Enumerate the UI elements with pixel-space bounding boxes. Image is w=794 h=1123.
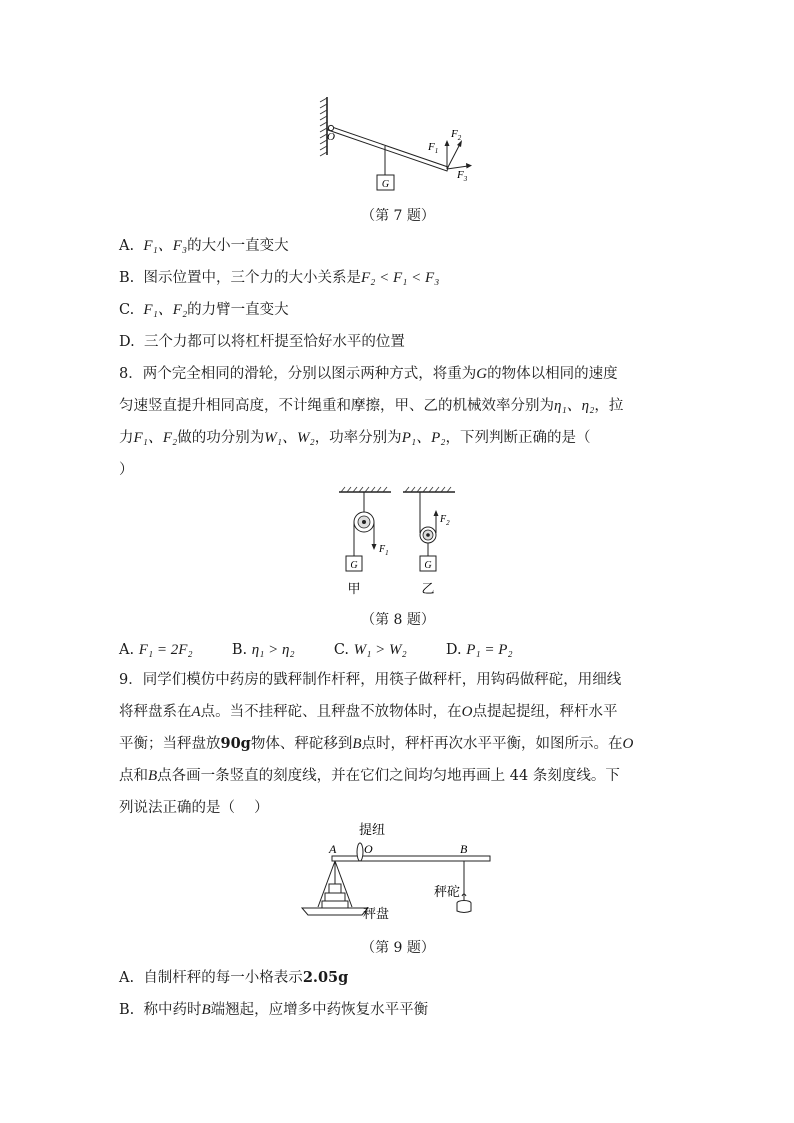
q9-stem-line1: 9．同学们模仿中药房的戥秤制作杆秤，用筷子做秤杆，用钩码做秤砣，用细线 (119, 672, 622, 688)
q7-option-C: C. F₁、F₂的力臂一直变大 (119, 302, 289, 318)
q8-label-jia: 甲 (347, 582, 361, 597)
q9-caption: （第 9 题） (361, 940, 435, 956)
q9-stem-line2: 将秤盘系在A点。当不挂秤砣、且秤盘不放物体时，在O点提起提纽，秤杆水平 (119, 704, 618, 720)
q8-option-C: C. W₁ > W₂ (333, 642, 407, 658)
q8-label-yi: 乙 (421, 582, 435, 597)
q8-stem-line4: ） (119, 462, 134, 478)
q8-pulley-figure (335, 486, 465, 604)
q7-label-O: O (327, 131, 335, 143)
q8-label-G-right: G (424, 560, 432, 571)
q8-stem-line3: 力F₁、F₂做的功分别为W₁、W₂，功率分别为P₁、P₂，下列判断正确的是（ (119, 430, 591, 446)
q7-label-F2: $F_2$ (451, 128, 462, 142)
q9-label-pan: 秤盘 (363, 907, 390, 922)
q9-option-A: A. 自制杆秤的每一小格表示2.05g (119, 969, 349, 986)
q9-label-A: A (329, 842, 337, 856)
q9-stem-line3: 平衡；当秤盘放90g物体、秤砣移到B点时，秤杆再次水平平衡，如图所示。在O (119, 735, 634, 752)
q7-caption: （第 7 题） (361, 208, 435, 224)
q9-label-O: O (364, 842, 373, 856)
q8-stem-line1: 8．两个完全相同的滑轮，分别以图示两种方式，将重为G的物体以相同的速度 (119, 366, 618, 382)
q7-label-F3: $F_3$ (457, 169, 468, 183)
q8-options (119, 640, 679, 660)
q8-label-F2: $F_2$ (440, 514, 450, 527)
q8-caption: （第 8 题） (361, 612, 435, 628)
q7-option-A: A. F₁、F₃的大小一直变大 (119, 238, 289, 254)
q9-label-weight: 秤砣 (434, 885, 461, 900)
q8-option-A: A. F₁ = 2F₂ (119, 642, 193, 658)
q8-label-G-left: G (350, 560, 358, 571)
q8-option-D: D. P₁ = P₂ (445, 642, 513, 658)
q9-stem-line4: 点和B点各画一条竖直的刻度线，并在它们之间均匀地再画上 44 条刻度线。下 (119, 768, 620, 784)
q9-option-B: B. 称中药时B端翘起，应增多中药恢复水平平衡 (119, 1002, 429, 1018)
q7-option-B: B. 图示位置中，三个力的大小关系是F₂ < F₁ < F₃ (119, 270, 440, 286)
q9-label-B: B (460, 842, 468, 856)
q9-steelyard-figure (296, 822, 496, 927)
q7-option-D: D. 三个力都可以将杠杆提至恰好水平的位置 (119, 334, 405, 350)
q8-label-F1: $F_1$ (379, 544, 389, 557)
q9-label-knob: 提纽 (359, 823, 386, 838)
q8-stem-line2: 匀速竖直提升相同高度，不计绳重和摩擦，甲、乙的机械效率分别为η₁、η₂，拉 (119, 398, 624, 414)
q9-stem-line5: 列说法正确的是（ ） (119, 800, 269, 816)
q7-label-F1: $F_1$ (428, 141, 439, 155)
q8-option-B: B. η₁ > η₂ (231, 642, 295, 658)
q7-lever-figure (315, 92, 485, 197)
q7-label-G: G (381, 179, 390, 190)
